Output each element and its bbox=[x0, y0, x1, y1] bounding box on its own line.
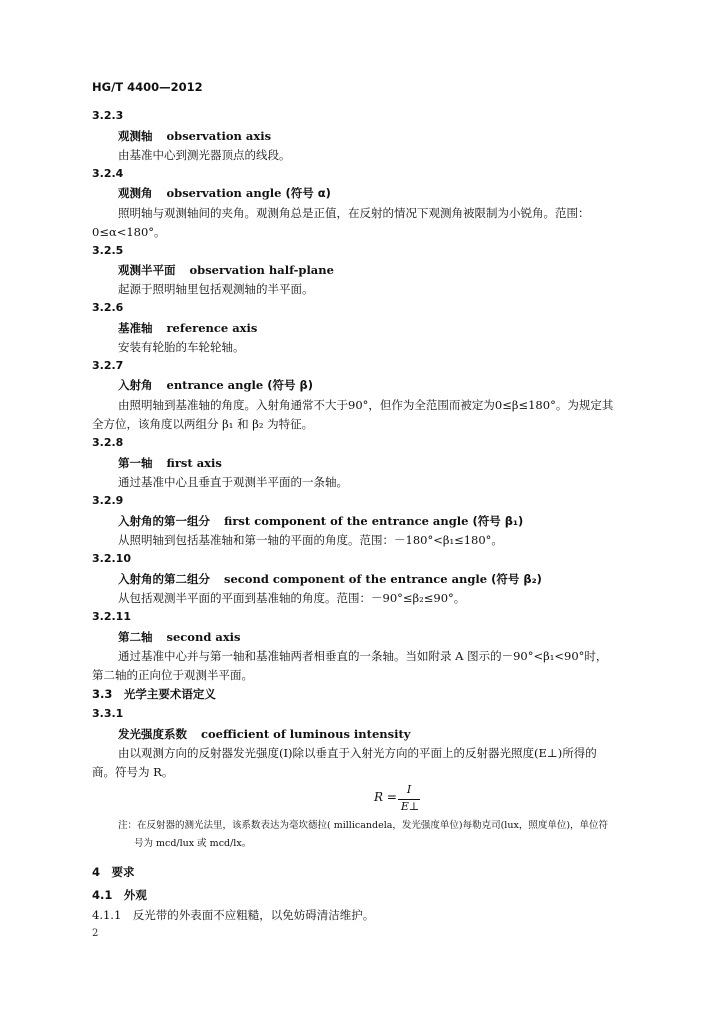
term-en: observation angle bbox=[166, 186, 282, 200]
term-zh: 入射角的第一组分 bbox=[118, 514, 210, 528]
definition-text: 照明轴与观测轴间的夹角。观测角总是正值，在反射的情况下观测角被限制为小锐角。范围： bbox=[118, 206, 590, 220]
term-heading bbox=[118, 185, 331, 201]
term-zh: 入射角的第二组分 bbox=[118, 572, 210, 586]
term-symbol: (符号 β₁) bbox=[472, 514, 524, 528]
term-en: entrance angle bbox=[166, 378, 264, 392]
subsection-heading: 4.1 外观 bbox=[92, 888, 147, 902]
definition-text: 通过基准中心且垂直于观测半平面的一条轴。 bbox=[118, 475, 348, 489]
term-zh: 第二轴 bbox=[118, 630, 153, 644]
formula-denominator: E⊥ bbox=[400, 800, 420, 813]
standard-code: HG/T 4400—2012 bbox=[92, 80, 203, 94]
term-zh: 发光强度系数 bbox=[118, 727, 187, 741]
term-en: second axis bbox=[166, 630, 241, 644]
term-en: coefficient of luminous intensity bbox=[201, 727, 411, 741]
definition-text: 全方位，该角度以两组分 β₁ 和 β₂ 为特征。 bbox=[92, 417, 314, 431]
term-symbol: (符号 α) bbox=[285, 186, 331, 200]
definition-text: 安装有轮胎的车轮轮轴。 bbox=[118, 340, 245, 354]
term-heading bbox=[118, 320, 257, 336]
formula-numerator: I bbox=[406, 783, 412, 796]
clause-number: 3.2.4 bbox=[92, 167, 124, 180]
definition-text: 通过基准中心并与第一轴和基准轴两者相垂直的一条轴。当如附录 A 图示的－90°<β₁<90°时， bbox=[118, 649, 608, 663]
formula bbox=[374, 783, 454, 817]
term-symbol: (符号 β₂) bbox=[491, 572, 542, 586]
clause-number: 3.2.3 bbox=[92, 109, 124, 122]
term-en: reference axis bbox=[166, 321, 258, 335]
term-zh: 观测角 bbox=[118, 186, 153, 200]
definition-text: 第二轴的正向位于观测半平面。 bbox=[92, 668, 253, 682]
definition-text: 从包括观测半平面的平面到基准轴的角度。范围：－90°≤β₂≤90°。 bbox=[118, 591, 466, 605]
term-zh: 观测半平面 bbox=[118, 263, 176, 277]
page-number: 2 bbox=[92, 928, 99, 939]
clause-number: 3.2.8 bbox=[92, 436, 124, 449]
term-heading bbox=[118, 513, 523, 529]
term-zh: 基准轴 bbox=[118, 321, 153, 335]
definition-text: 从照明轴到包括基准轴和第一轴的平面的角度。范围：－180°<β₁≤180°。 bbox=[118, 533, 503, 547]
definition-text: 由基准中心到测光器顶点的线段。 bbox=[118, 148, 291, 162]
term-zh: 第一轴 bbox=[118, 456, 153, 470]
clause-number: 3.2.5 bbox=[92, 244, 124, 257]
section-heading: 4 要求 bbox=[92, 865, 135, 879]
term-en: first axis bbox=[166, 456, 222, 470]
term-en: observation half-plane bbox=[189, 263, 334, 277]
clause-number: 3.2.9 bbox=[92, 494, 124, 507]
note-text: 号为 mcd/lux 或 mcd/lx。 bbox=[134, 838, 252, 849]
term-en: second component of the entrance angle bbox=[224, 572, 488, 586]
term-zh: 观测轴 bbox=[118, 129, 153, 143]
term-en: observation axis bbox=[166, 129, 272, 143]
term-zh: 入射角 bbox=[118, 378, 153, 392]
term-heading bbox=[118, 128, 271, 144]
term-heading bbox=[118, 262, 334, 278]
definition-text: 0≤α<180°。 bbox=[92, 225, 166, 239]
note-text: 注：在反射器的测光法里，该系数表达为毫坎德拉( millicandela，发光强度单位)每勒克司(lux，照度单位)，单位符 bbox=[118, 820, 609, 831]
formula-lhs: R = bbox=[374, 790, 397, 804]
term-heading bbox=[118, 571, 542, 587]
term-en: first component of the entrance angle bbox=[224, 514, 469, 528]
clause-number: 3.2.6 bbox=[92, 301, 124, 314]
section-heading: 3.3 光学主要术语定义 bbox=[92, 687, 216, 701]
term-heading bbox=[118, 629, 241, 645]
clause-number: 3.3.1 bbox=[92, 707, 124, 720]
term-symbol: (符号 β) bbox=[267, 378, 313, 392]
term-heading bbox=[118, 726, 410, 742]
definition-text: 由以观测方向的反射器发光强度(I)除以垂直于入射光方向的平面上的反射器光照度(E⊥)所得的 bbox=[118, 746, 597, 760]
clause-number: 3.2.7 bbox=[92, 359, 124, 372]
term-heading bbox=[118, 455, 222, 471]
definition-text: 起源于照明轴里包括观测轴的半平面。 bbox=[118, 282, 314, 296]
clause-number: 3.2.10 bbox=[92, 552, 131, 565]
definition-text: 商。符号为 R。 bbox=[92, 765, 174, 779]
term-heading bbox=[118, 377, 313, 393]
clause-number: 3.2.11 bbox=[92, 610, 131, 623]
clause-text: 4.1.1 反光带的外表面不应粗糙，以免妨碍清洁维护。 bbox=[92, 908, 375, 922]
definition-text: 由照明轴到基准轴的角度。入射角通常不大于90°，但作为全范围而被定为0≤β≤180°。为规定其 bbox=[118, 398, 614, 412]
